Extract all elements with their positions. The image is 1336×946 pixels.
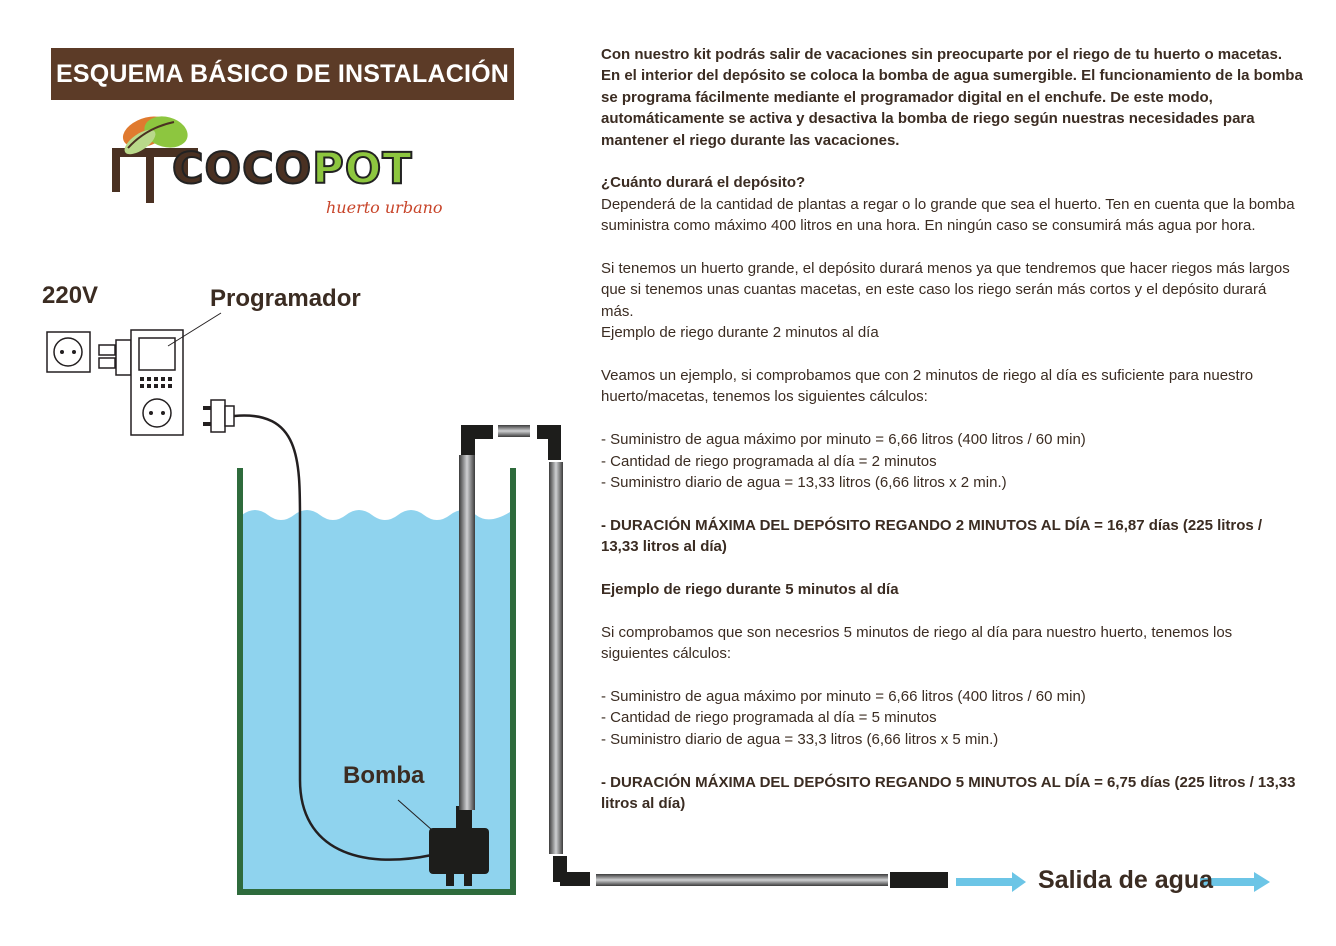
plug-icon (203, 400, 234, 432)
voltage-label: 220V (42, 282, 99, 309)
example2-intro: Si comprobamos que son necesrios 5 minutos de riego al día para nuestro huerto, tenemos los siguientes cálculos: (601, 623, 1233, 663)
outlet-arrow-left (956, 872, 1026, 892)
example1-intro: Veamos un ejemplo, si comprobamos que con 2 minutos de riego al día es suficiente para nuestro huerto/macetas, tenemos los siguientes cálculos: (601, 367, 1254, 406)
example1-calculations (601, 429, 1303, 493)
example1-title: Ejemplo de riego durante 2 minutos al día (601, 324, 879, 342)
big-garden-block (601, 258, 1303, 344)
question-answer: Dependerá de la cantidad de plantas a regar o lo grande que sea el huerto. Ten en cuenta que la bomba suministra como máximo 400 litros en una hora. En ningún caso se consumirá más agua por hora. (601, 195, 1295, 235)
big-garden-paragraph: Si tenemos un huerto grande, el depósito durará menos ya que tendremos que hacer riegos más largos que si tenemos unas cuantas macetas, en este caso los riego serán más cortos y el depósito durará más. (601, 260, 1290, 320)
water-outlet-label: Salida de agua (1038, 866, 1214, 894)
example2-result: - DURACIÓN MÁXIMA DEL DEPÓSITO REGANDO 5 MINUTOS AL DÍA = 6,75 días (225 litros / 13,33 litros al día) (601, 773, 1296, 813)
question-block (601, 172, 1303, 236)
logo-wordmark: COCOPOT (172, 144, 413, 194)
wall-socket-icon (47, 332, 90, 372)
calc-line: - Cantidad de riego programada al día = 2 minutos (601, 452, 937, 470)
example1-result: - DURACIÓN MÁXIMA DEL DEPÓSITO REGANDO 2 MINUTOS AL DÍA = 16,87 días (225 litros / 13,33 litros al día) (601, 516, 1263, 556)
instructions-text (601, 44, 1303, 836)
page-title: ESQUEMA BÁSICO DE INSTALACIÓN (51, 48, 514, 100)
example2-title: Ejemplo de riego durante 5 minutos al día (601, 581, 899, 599)
calc-line: - Suministro diario de agua = 13,33 litros (6,66 litros x 2 min.) (601, 474, 1007, 492)
logo-tagline: huerto urbano (326, 198, 443, 217)
example2-calculations (601, 686, 1303, 750)
programmer-device (99, 330, 183, 435)
calc-line: - Cantidad de riego programada al día = 5 minutos (601, 709, 937, 727)
programmer-label: Programador (210, 285, 361, 312)
intro-paragraph: Con nuestro kit podrás salir de vacaciones sin preocuparte por el riego de tu huerto o macetas. En el interior del depósito se coloca la bomba de agua sumergible. El funcionamiento de la bomba se programa fácilmente mediante el programador digital en el enchufe. De este modo, automáticamente se activa y desactiva la bomba de riego según nuestras necesidades para mantener el riego durante las vacaciones. (601, 46, 1303, 149)
calc-line: - Suministro diario de agua = 33,3 litros (6,66 litros x 5 min.) (601, 730, 999, 748)
calc-line: - Suministro de agua máximo por minuto = 6,66 litros (400 litros / 60 min) (601, 688, 1086, 706)
calc-line: - Suministro de agua máximo por minuto = 6,66 litros (400 litros / 60 min) (601, 431, 1086, 449)
pump-label: Bomba (343, 762, 425, 789)
question-heading: ¿Cuánto durará el depósito? (601, 174, 806, 192)
